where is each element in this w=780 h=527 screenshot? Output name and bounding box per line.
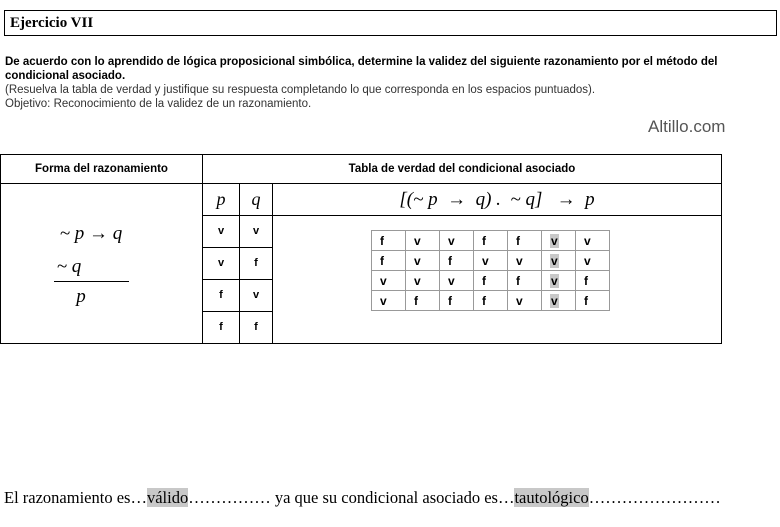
conclusion-sentence [4, 488, 780, 508]
left-header: Forma del razonamiento [35, 163, 168, 175]
p-value-row-1: v [217, 225, 225, 237]
conclusion-part-2: …………… ya que su condicional asociado es… [188, 488, 515, 507]
truth-cell: f [474, 291, 508, 311]
q-value-row-1: v [252, 225, 260, 237]
exercise-title: Ejercicio VII [4, 10, 777, 36]
truth-value-grid [371, 230, 610, 311]
q-value-row-4: f [254, 321, 258, 333]
truth-cell: v [508, 291, 542, 311]
instruction-objective: Objetivo: Reconocimiento de la validez de un razonamiento. [5, 98, 312, 110]
truth-cell: f [508, 271, 542, 291]
truth-cell: v [576, 251, 610, 271]
truth-row [372, 251, 610, 271]
truth-cell: f [440, 291, 474, 311]
right-header: Tabla de verdad del condicional asociado [348, 163, 576, 175]
truth-cell: f [372, 251, 406, 271]
argument-line [54, 281, 129, 282]
premise-1: ~ p → q [59, 223, 123, 244]
truth-cell: v [440, 231, 474, 251]
answer-valid: válido [146, 488, 189, 507]
truth-cell: v [542, 271, 576, 291]
p-column-header: p [216, 189, 226, 209]
truth-cell: v [474, 251, 508, 271]
truth-cell: f [474, 271, 508, 291]
reasoning-table [0, 154, 722, 344]
truth-cell: v [406, 231, 440, 251]
truth-row [372, 291, 610, 311]
q-value-row-2: f [254, 257, 258, 269]
instruction-note: (Resuelva la tabla de verdad y justifique su respuesta completando lo que corresponda en los espacios puntuados). [5, 84, 596, 96]
premise-2: ~ q [56, 256, 82, 277]
p-value-row-2: v [217, 257, 225, 269]
truth-cell: f [576, 271, 610, 291]
truth-cell: v [372, 271, 406, 291]
instructions [5, 55, 777, 111]
truth-cell: v [576, 231, 610, 251]
truth-cell: v [542, 251, 576, 271]
argument-conclusion: p [76, 286, 86, 307]
associated-conditional-formula: [(~ p → q) . ~ q] → p [399, 189, 595, 210]
truth-cell: f [508, 231, 542, 251]
conclusion-part-3: …………………… [588, 488, 721, 507]
truth-row [372, 231, 610, 251]
truth-cell: v [542, 291, 576, 311]
q-value-row-3: v [252, 289, 260, 301]
watermark: Altillo.com [648, 117, 726, 136]
truth-cell: f [440, 251, 474, 271]
p-value-row-4: f [219, 321, 223, 333]
truth-cell: v [440, 271, 474, 291]
q-column-header: q [251, 189, 261, 209]
truth-cell: f [576, 291, 610, 311]
truth-cell: v [508, 251, 542, 271]
truth-cell: v [406, 271, 440, 291]
p-value-row-3: f [219, 289, 223, 301]
conclusion-part-1: El razonamiento es… [4, 488, 147, 507]
truth-cell: f [372, 231, 406, 251]
instruction-main: De acuerdo con lo aprendido de lógica proposicional simbólica, determine la validez del siguiente razonamiento por el método del condicional asociado. [5, 56, 718, 82]
answer-tautological: tautológico [514, 488, 589, 507]
truth-cell: v [542, 231, 576, 251]
truth-cell: v [372, 291, 406, 311]
truth-cell: v [406, 251, 440, 271]
truth-cell: f [406, 291, 440, 311]
truth-row [372, 271, 610, 291]
truth-cell: f [474, 231, 508, 251]
